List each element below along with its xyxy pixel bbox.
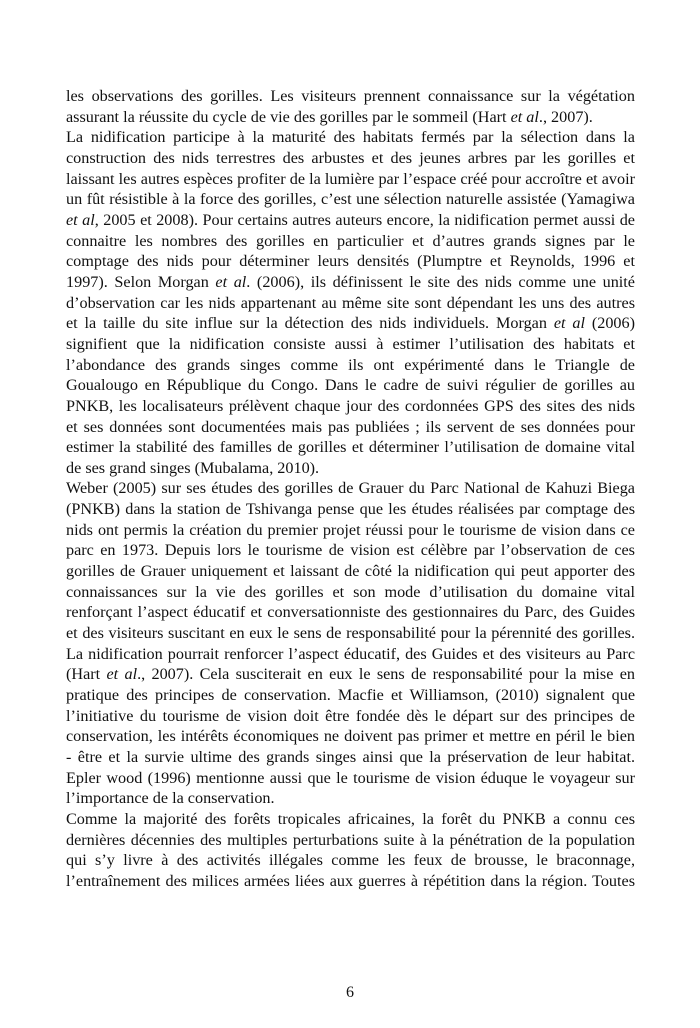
- text-line: comptage des nids pour déterminer leurs densités (Plumptre et Reynolds, 1996 et: [66, 252, 635, 271]
- text-line: La nidification participe à la maturité des habitats fermés par la sélection dans la: [66, 128, 635, 147]
- text-line: et la taille du site influe sur la détection des nids individuels. Morgan et al (2006): [66, 314, 635, 333]
- text-line: nids ont permis la création du premier projet réussi pour le tourisme de vision dans ce: [66, 520, 635, 539]
- document-page-body: [66, 86, 635, 892]
- page-number: 6: [346, 984, 354, 1001]
- text-line: signifient que la nidification consiste aussi à estimer l’utilisation des habitats et: [66, 334, 635, 353]
- text-line: et des visiteurs suscitant en eux le sens de responsabilité pour la pérennité des gorilles.: [66, 624, 635, 643]
- text-line: un fût résistible à la force des gorilles, c’est une sélection naturelle assistée (Yamagiwa: [66, 190, 635, 209]
- text-line: - être et la survie ultime des grands singes ainsi que la préservation de leur habitat.: [66, 748, 635, 766]
- text-line: Comme la majorité des forêts tropicales africaines, la forêt du PNKB a connu ces: [66, 809, 635, 828]
- text-line: laissant les autres espèces profiter de la lumière par l’espace créé pour accroître et avoir: [66, 169, 635, 188]
- text-line: et ses données sont documentées mais pas publiées ; ils servent de ses données pour: [66, 417, 635, 436]
- text-line: (PNKB) dans la station de Tshivanga pense que les études réalisées par comptage des: [66, 500, 635, 519]
- text-line: renforçant l’aspect éducatif et conversationniste des gestionnaires du Parc, des Guides: [66, 603, 635, 622]
- text-line: (Hart et al., 2007). Cela susciterait en eux le sens de responsabilité pour la mise en: [66, 665, 635, 684]
- text-line: l’importance de la conservation.: [66, 789, 275, 808]
- text-line: l’entraînement des milices armées liées aux guerres à répétition dans la région. Toutes: [66, 871, 635, 890]
- text-line: conservation, les intérêts économiques ne doivent pas primer et mettre en péril le bien: [66, 727, 635, 746]
- text-line: dernières décennies des multiples perturbations suite à la pénétration de la population: [66, 830, 635, 849]
- text-line: de ses grand singes (Mubalama, 2010).: [66, 458, 320, 477]
- text-line: gorilles de Grauer uniquement et laissant de côté la nidification qui peut apporter des: [66, 562, 635, 581]
- text-line: PNKB, les localisateurs prélèvent chaque jour des cordonnées GPS des sites des nids: [66, 396, 635, 415]
- paragraph-4: [66, 809, 635, 892]
- text-line: Epler wood (1996) mentionne aussi que le tourisme de vision éduque le voyageur sur: [66, 768, 635, 787]
- text-line: pratique des principes de conservation. Macfie et Williamson, (2010) signalent que: [66, 686, 635, 705]
- text-line: construction des nids terrestres des arbustes et des jeunes arbres par les gorilles et: [66, 148, 635, 167]
- text-line: Goualougo en République du Congo. Dans le cadre de suivi régulier de gorilles au: [66, 376, 635, 395]
- text-line: 1997). Selon Morgan et al. (2006), ils définissent le site des nids comme une unité: [66, 272, 635, 291]
- text-line: assurant la réussite du cycle de vie des gorilles par le sommeil (Hart et al., 2007).: [66, 107, 593, 126]
- text-line: d’observation car les nids appartenant au même site sont dépendant les uns des autres: [66, 293, 635, 312]
- paragraph-1: [66, 86, 635, 127]
- text-line: estimer la stabilité des familles de gorilles et déterminer l’utilisation de domaine vital: [66, 438, 635, 457]
- text-line: Weber (2005) sur ses études des gorilles de Grauer du Parc National de Kahuzi Biega: [66, 479, 635, 498]
- text-line: connaitre les nombres des gorilles en particulier et d’autres grands signes par le: [66, 231, 635, 250]
- text-line: connaissances sur la vie des gorilles et son mode d’utilisation du domaine vital: [66, 582, 635, 601]
- paragraph-3: [66, 478, 635, 809]
- text-line: les observations des gorilles. Les visiteurs prennent connaissance sur la végétation: [66, 87, 635, 105]
- text-line: parc en 1973. Depuis lors le tourisme de vision est célèbre par l’observation de ces: [66, 541, 635, 560]
- paragraph-2: [66, 127, 635, 478]
- text-line: l’abondance des grands singes comme ils ont expérimenté dans le Triangle de: [66, 355, 635, 374]
- text-line: et al, 2005 et 2008). Pour certains autres auteurs encore, la nidification permet aussi de: [66, 210, 635, 229]
- text-line: La nidification pourrait renforcer l’aspect éducatif, des Guides et des visiteurs au Parc: [66, 644, 635, 663]
- text-line: l’initiative du tourisme de vision doit être fondée dès le départ sur des principes de: [66, 706, 635, 725]
- text-line: qui s’y livre à des activités illégales comme les feux de brousse, le braconnage,: [66, 851, 635, 870]
